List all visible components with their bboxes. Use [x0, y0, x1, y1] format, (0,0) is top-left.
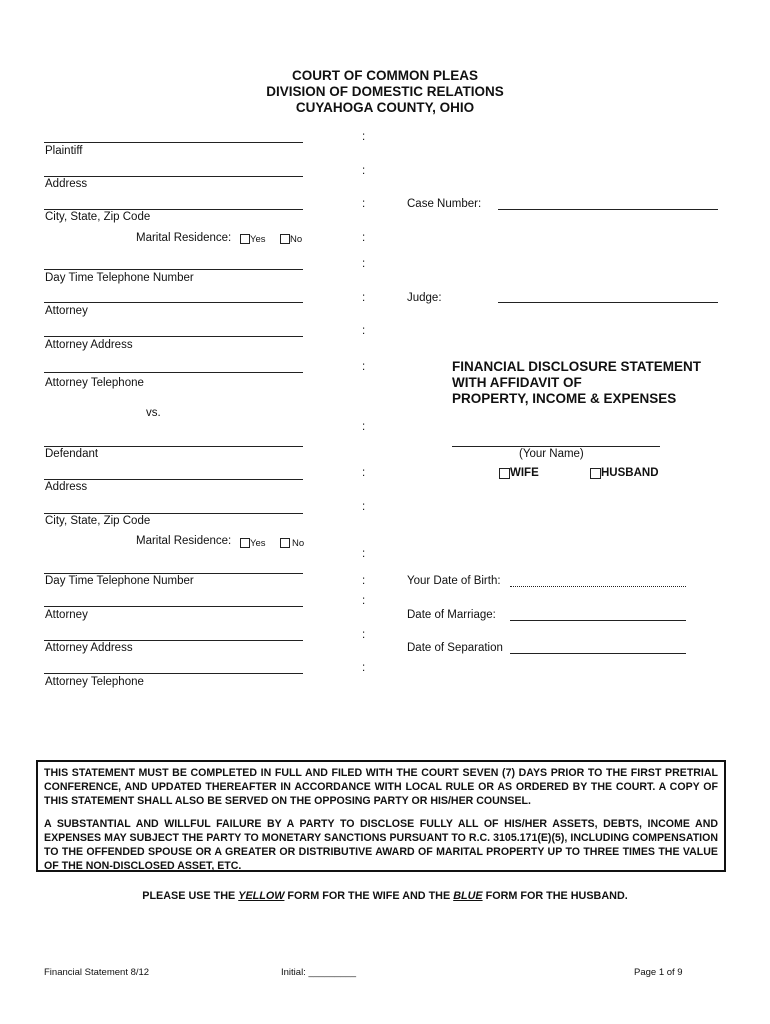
plaintiff-phone-field[interactable]: [44, 269, 303, 270]
colon-separator: :: [362, 292, 366, 304]
plaintiff-attorney-label: Attorney: [45, 305, 88, 317]
form-color-note: [0, 890, 770, 902]
plaintiff-attorney-address-label: Attorney Address: [45, 339, 133, 351]
colon-separator: :: [362, 662, 366, 674]
colon-separator: :: [362, 501, 366, 513]
husband-checkbox[interactable]: [590, 468, 601, 479]
colon-separator: :: [362, 131, 366, 143]
division-name: DIVISION OF DOMESTIC RELATIONS: [266, 84, 504, 99]
colon-separator: :: [362, 548, 366, 560]
plaintiff-city-field[interactable]: [44, 209, 303, 210]
form-color-note-part3: FORM FOR THE HUSBAND.: [482, 890, 628, 902]
plaintiff-name-field[interactable]: [44, 142, 303, 143]
defendant-marital-label: Marital Residence:: [136, 535, 232, 547]
defendant-address-field[interactable]: [44, 479, 303, 480]
plaintiff-label: Plaintiff: [45, 145, 83, 157]
plaintiff-marital-yes-checkbox[interactable]: [240, 234, 250, 244]
county-name: CUYAHOGA COUNTY, OHIO: [295, 100, 475, 115]
form-title-line3: PROPERTY, INCOME & EXPENSES: [452, 391, 677, 406]
form-color-note-part2: FORM FOR THE WIFE AND THE: [284, 890, 454, 902]
colon-separator: :: [362, 258, 366, 270]
plaintiff-attorney-phone-field[interactable]: [44, 372, 303, 373]
judge-label: Judge:: [407, 292, 442, 304]
plaintiff-attorney-phone-label: Attorney Telephone: [45, 377, 144, 389]
plaintiff-city-label: City, State, Zip Code: [45, 211, 151, 223]
plaintiff-no-label: No: [290, 234, 303, 245]
form-color-note-part1: PLEASE USE THE: [142, 890, 239, 902]
colon-separator: :: [362, 629, 366, 641]
date-of-marriage-label: Date of Marriage:: [407, 609, 496, 621]
plaintiff-phone-label: Day Time Telephone Number: [45, 272, 194, 284]
plaintiff-marital-no-checkbox[interactable]: [280, 234, 290, 244]
case-number-field[interactable]: [498, 209, 718, 210]
defendant-city-label: City, State, Zip Code: [45, 515, 151, 527]
defendant-no-label: No: [292, 538, 305, 549]
defendant-marital-no-checkbox[interactable]: [280, 538, 290, 548]
defendant-attorney-address-label: Attorney Address: [45, 642, 133, 654]
colon-separator: :: [362, 575, 366, 587]
your-name-field[interactable]: [452, 446, 660, 447]
defendant-attorney-address-field[interactable]: [44, 640, 303, 641]
defendant-marital-yes-checkbox[interactable]: [240, 538, 250, 548]
colon-separator: :: [362, 325, 366, 337]
versus-label: vs.: [146, 407, 161, 419]
colon-separator: :: [362, 165, 366, 177]
wife-checkbox[interactable]: [499, 468, 510, 479]
defendant-attorney-phone-field[interactable]: [44, 673, 303, 674]
judge-field[interactable]: [498, 302, 718, 303]
filing-notice-box: [36, 760, 726, 872]
colon-separator: :: [362, 467, 366, 479]
husband-label: HUSBAND: [601, 467, 659, 479]
colon-separator: :: [362, 198, 366, 210]
defendant-label: Defendant: [45, 448, 99, 460]
sanctions-notice-paragraph: A SUBSTANTIAL AND WILLFUL FAILURE BY A PARTY TO DISCLOSE FULLY ALL OF HIS/HER ASSETS, DEBTS, INCOME AND EXPENSES MAY SUBJECT THE PARTY TO MONETARY SANCTIONS PURSUANT TO R.C. 3105.171(E)(5), INCLUDING COMPENSATION TO THE OFFENDED SPOUSE OR A GREATER OR DISTRIBUTIVE AWARD OF MARITAL PROPERTY UP TO THREE TIMES THE VALUE OF THE NON-DISCLOSED ASSET, ETC.: [44, 817, 718, 873]
blue-form-label: BLUE: [453, 890, 483, 902]
plaintiff-attorney-address-field[interactable]: [44, 336, 303, 337]
court-name: COURT OF COMMON PLEAS: [292, 68, 478, 83]
colon-separator: :: [362, 421, 366, 433]
colon-separator: :: [362, 595, 366, 607]
plaintiff-address-field[interactable]: [44, 176, 303, 177]
defendant-city-field[interactable]: [44, 513, 303, 514]
date-of-marriage-field[interactable]: [510, 620, 686, 621]
page-number: Page 1 of 9: [634, 967, 683, 978]
plaintiff-yes-label: Yes: [250, 234, 266, 245]
colon-separator: :: [362, 232, 366, 244]
colon-separator: :: [362, 361, 366, 373]
yellow-form-label: YELLOW: [238, 890, 285, 902]
defendant-name-field[interactable]: [44, 446, 303, 447]
form-revision-label: Financial Statement 8/12: [44, 967, 150, 978]
plaintiff-marital-label: Marital Residence:: [136, 232, 232, 244]
your-name-label: (Your Name): [519, 448, 584, 460]
defendant-phone-field[interactable]: [44, 573, 303, 574]
form-title-line1: FINANCIAL DISCLOSURE STATEMENT: [452, 359, 701, 374]
plaintiff-attorney-field[interactable]: [44, 302, 303, 303]
defendant-phone-label: Day Time Telephone Number: [45, 575, 194, 587]
date-of-separation-label: Date of Separation: [407, 642, 503, 654]
date-of-birth-field[interactable]: [510, 586, 686, 587]
defendant-yes-label: Yes: [250, 538, 266, 549]
defendant-attorney-phone-label: Attorney Telephone: [45, 676, 144, 688]
date-of-separation-field[interactable]: [510, 653, 686, 654]
defendant-attorney-field[interactable]: [44, 606, 303, 607]
wife-label: WIFE: [510, 467, 539, 479]
case-number-label: Case Number:: [407, 198, 482, 210]
filing-notice-paragraph: THIS STATEMENT MUST BE COMPLETED IN FULL AND FILED WITH THE COURT SEVEN (7) DAYS PRIOR TO THE FIRST PRETRIAL CONFERENCE, AND UPDATED THEREAFTER IN ACCORDANCE WITH LOCAL RULE OR AS ORDERED BY THE COURT. A COPY OF THIS STATEMENT SHALL ALSO BE SERVED ON THE OPPOSING PARTY OR HIS/HER COUNSEL.: [44, 767, 718, 808]
date-of-birth-label: Your Date of Birth:: [407, 575, 501, 587]
initial-field[interactable]: Initial: _________: [281, 967, 357, 978]
defendant-address-label: Address: [45, 481, 88, 493]
form-title-line2: WITH AFFIDAVIT OF: [452, 375, 582, 390]
defendant-attorney-label: Attorney: [45, 609, 88, 621]
plaintiff-address-label: Address: [45, 178, 88, 190]
